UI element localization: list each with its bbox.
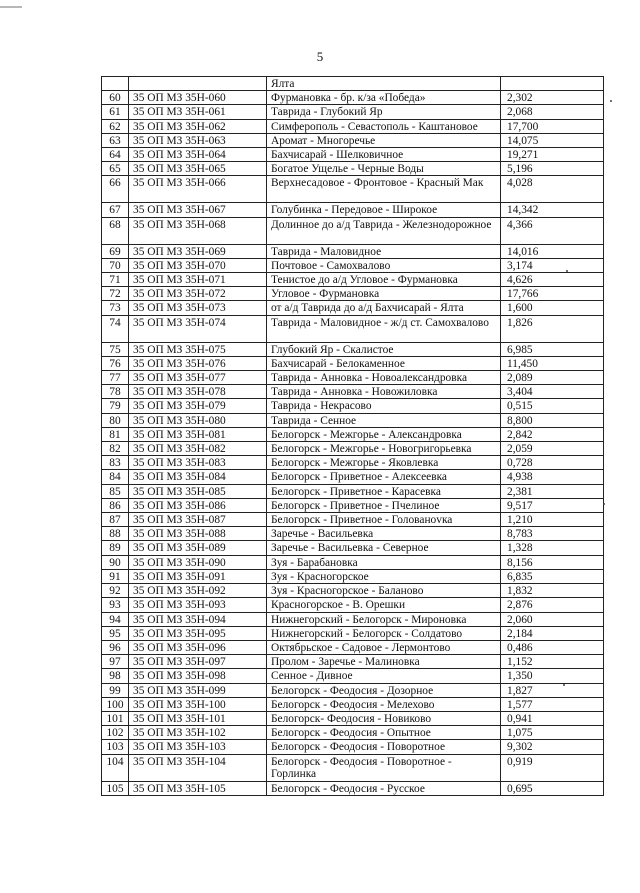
table-row	[102, 413, 604, 427]
road-name: Пролом - Заречье - Малиновка	[267, 655, 501, 669]
row-number: 93	[102, 598, 129, 612]
road-length: 2,876	[501, 598, 604, 612]
road-code: 35 ОП МЗ 35Н-068	[129, 217, 267, 244]
row-number: 80	[102, 413, 129, 427]
row-number: 95	[102, 626, 129, 640]
row-number: 97	[102, 655, 129, 669]
table-row	[102, 655, 604, 669]
row-number: 69	[102, 244, 129, 258]
row-number: 102	[102, 726, 129, 740]
row-number: 103	[102, 740, 129, 754]
table-row	[102, 301, 604, 315]
road-length: 1,826	[501, 315, 604, 342]
road-name: Богатое Ущелье - Черные Воды	[267, 162, 501, 176]
road-name: Белогорск- Феодосия - Новиково	[267, 711, 501, 725]
row-number: 85	[102, 484, 129, 498]
road-length: 0,941	[501, 711, 604, 725]
row-number: 98	[102, 669, 129, 683]
row-number: 83	[102, 456, 129, 470]
page-number: 5	[316, 49, 324, 64]
road-code: 35 ОП МЗ 35Н-063	[129, 133, 267, 147]
table-row	[102, 711, 604, 725]
road-name: Таврида - Анновка - Новожиловка	[267, 385, 501, 399]
road-name: Угловое - Фурмановка	[267, 287, 501, 301]
road-length: 14,075	[501, 133, 604, 147]
table-row	[102, 612, 604, 626]
road-name: от а/д Таврида до а/д Бахчисарай - Ялта	[267, 301, 501, 315]
road-code: 35 ОП МЗ 35Н-095	[129, 626, 267, 640]
scan-edge-mark	[0, 6, 22, 8]
road-length: 3,174	[501, 258, 604, 272]
road-name: Тенистое до а/д Угловое - Фурмановка	[267, 273, 501, 287]
road-code: 35 ОП МЗ 35Н-087	[129, 513, 267, 527]
row-number: 82	[102, 442, 129, 456]
table-row	[102, 697, 604, 711]
table-row	[102, 555, 604, 569]
road-code: 35 ОП МЗ 35Н-070	[129, 258, 267, 272]
road-code: 35 ОП МЗ 35Н-076	[129, 356, 267, 370]
road-length: 11,450	[501, 356, 604, 370]
table-row	[102, 513, 604, 527]
table-row	[102, 498, 604, 512]
road-name: Фурмановка - бр. к/за «Победа»	[267, 91, 501, 105]
road-code: 35 ОП МЗ 35Н-084	[129, 470, 267, 484]
table-row	[102, 77, 604, 91]
road-code: 35 ОП МЗ 35Н-079	[129, 399, 267, 413]
road-name: Белогорск - Приветное - Алексеевка	[267, 470, 501, 484]
road-name: Белогорск - Приветное - Пчелиное	[267, 498, 501, 512]
table-row	[102, 740, 604, 754]
road-length: 4,028	[501, 176, 604, 203]
roads-table	[101, 76, 604, 796]
road-name: Таврида - Глубокий Яр	[267, 105, 501, 119]
table-row	[102, 217, 604, 244]
road-name: Белогорск - Межгорье - Александровка	[267, 427, 501, 441]
table-row	[102, 315, 604, 342]
road-length: 4,938	[501, 470, 604, 484]
road-length: 1,328	[501, 541, 604, 555]
row-number: 66	[102, 176, 129, 203]
table-row	[102, 287, 604, 301]
row-number: 89	[102, 541, 129, 555]
road-length: 2,842	[501, 427, 604, 441]
road-length: 1,350	[501, 669, 604, 683]
road-code: 35 ОП МЗ 35Н-093	[129, 598, 267, 612]
table-row	[102, 356, 604, 370]
row-number: 62	[102, 119, 129, 133]
road-name: Зуя - Барабановка	[267, 555, 501, 569]
row-number: 63	[102, 133, 129, 147]
road-code: 35 ОП МЗ 35Н-089	[129, 541, 267, 555]
road-code: 35 ОП МЗ 35Н-067	[129, 203, 267, 217]
row-number: 78	[102, 385, 129, 399]
scan-speck	[563, 684, 565, 686]
row-number: 65	[102, 162, 129, 176]
road-name: Верхнесадовое - Фронтовое - Красный Мак	[267, 176, 501, 203]
row-number: 72	[102, 287, 129, 301]
roads-table-body	[102, 77, 604, 796]
row-number: 91	[102, 569, 129, 583]
road-name: Таврида - Маловидное - ж/д ст. Самохвалово	[267, 315, 501, 342]
road-code: 35 ОП МЗ 35Н-060	[129, 91, 267, 105]
road-length: 1,832	[501, 584, 604, 598]
road-name: Таврида - Маловидное	[267, 244, 501, 258]
table-row	[102, 258, 604, 272]
road-length: 2,089	[501, 371, 604, 385]
road-code: 35 ОП МЗ 35Н-072	[129, 287, 267, 301]
road-length: 2,059	[501, 442, 604, 456]
road-name: Белогорск - Феодосия - Поворотное - Горлинка	[267, 754, 501, 781]
table-row	[102, 244, 604, 258]
road-length: 17,766	[501, 287, 604, 301]
row-number: 87	[102, 513, 129, 527]
road-code: 35 ОП МЗ 35Н-065	[129, 162, 267, 176]
row-number: 96	[102, 640, 129, 654]
table-row	[102, 626, 604, 640]
road-length: 0,695	[501, 781, 604, 795]
table-row	[102, 781, 604, 795]
row-number: 101	[102, 711, 129, 725]
road-length: 2,184	[501, 626, 604, 640]
table-row	[102, 91, 604, 105]
table-row	[102, 598, 604, 612]
road-name: Симферополь - Севастополь - Каштановое	[267, 119, 501, 133]
road-name: Белогорск - Феодосия - Мелехово	[267, 697, 501, 711]
row-number: 88	[102, 527, 129, 541]
row-number: 92	[102, 584, 129, 598]
road-length: 6,835	[501, 569, 604, 583]
row-number: 71	[102, 273, 129, 287]
road-name: Таврида - Анновка - Новоалександровка	[267, 371, 501, 385]
scan-speck	[610, 100, 612, 102]
row-number: 60	[102, 91, 129, 105]
table-row	[102, 427, 604, 441]
road-length: 8,156	[501, 555, 604, 569]
road-code: 35 ОП МЗ 35Н-098	[129, 669, 267, 683]
row-number: 61	[102, 105, 129, 119]
table-row	[102, 203, 604, 217]
road-code: 35 ОП МЗ 35Н-103	[129, 740, 267, 754]
road-name: Почтовое - Самохвалово	[267, 258, 501, 272]
table-row	[102, 371, 604, 385]
row-number: 105	[102, 781, 129, 795]
road-name: Заречье - Васильевка	[267, 527, 501, 541]
row-number: 73	[102, 301, 129, 315]
road-code: 35 ОП МЗ 35Н-064	[129, 148, 267, 162]
road-length	[501, 77, 604, 91]
road-code: 35 ОП МЗ 35Н-090	[129, 555, 267, 569]
road-length: 5,196	[501, 162, 604, 176]
road-code: 35 ОП МЗ 35Н-096	[129, 640, 267, 654]
road-code: 35 ОП МЗ 35Н-097	[129, 655, 267, 669]
road-code: 35 ОП МЗ 35Н-061	[129, 105, 267, 119]
table-row	[102, 385, 604, 399]
road-code: 35 ОП МЗ 35Н-069	[129, 244, 267, 258]
table-row	[102, 754, 604, 781]
road-code: 35 ОП МЗ 35Н-086	[129, 498, 267, 512]
road-code	[129, 77, 267, 91]
table-row	[102, 119, 604, 133]
road-code: 35 ОП МЗ 35Н-073	[129, 301, 267, 315]
row-number	[102, 77, 129, 91]
table-row	[102, 273, 604, 287]
road-length: 8,783	[501, 527, 604, 541]
road-code: 35 ОП МЗ 35Н-074	[129, 315, 267, 342]
row-number: 79	[102, 399, 129, 413]
road-code: 35 ОП МЗ 35Н-066	[129, 176, 267, 203]
row-number: 100	[102, 697, 129, 711]
road-length: 2,381	[501, 484, 604, 498]
table-row	[102, 527, 604, 541]
road-name: Белогорск - Приветное - Карасевка	[267, 484, 501, 498]
road-name: Белогорск - Приветное - Голованоvка	[267, 513, 501, 527]
road-code: 35 ОП МЗ 35Н-100	[129, 697, 267, 711]
scan-speck	[566, 270, 568, 272]
road-code: 35 ОП МЗ 35Н-088	[129, 527, 267, 541]
table-row	[102, 148, 604, 162]
table-row	[102, 484, 604, 498]
row-number: 75	[102, 342, 129, 356]
road-name: Белогорск - Феодосия - Дозорное	[267, 683, 501, 697]
road-name: Заречье - Васильевка - Северное	[267, 541, 501, 555]
row-number: 68	[102, 217, 129, 244]
road-name: Зуя - Красногорское	[267, 569, 501, 583]
road-code: 35 ОП МЗ 35Н-101	[129, 711, 267, 725]
row-number: 70	[102, 258, 129, 272]
table-row	[102, 726, 604, 740]
road-name: Таврида - Сенное	[267, 413, 501, 427]
row-number: 104	[102, 754, 129, 781]
road-length: 1,152	[501, 655, 604, 669]
road-length: 2,302	[501, 91, 604, 105]
road-code: 35 ОП МЗ 35Н-094	[129, 612, 267, 626]
road-name: Красногорское - В. Орешки	[267, 598, 501, 612]
road-code: 35 ОП МЗ 35Н-062	[129, 119, 267, 133]
road-name: Белогорск - Феодосия - Опытное	[267, 726, 501, 740]
road-code: 35 ОП МЗ 35Н-082	[129, 442, 267, 456]
row-number: 76	[102, 356, 129, 370]
row-number: 86	[102, 498, 129, 512]
road-length: 8,800	[501, 413, 604, 427]
row-number: 84	[102, 470, 129, 484]
road-length: 2,068	[501, 105, 604, 119]
road-length: 0,919	[501, 754, 604, 781]
road-code: 35 ОП МЗ 35Н-091	[129, 569, 267, 583]
road-name: Нижнегорский - Белогорск - Мироновка	[267, 612, 501, 626]
road-code: 35 ОП МЗ 35Н-085	[129, 484, 267, 498]
table-row	[102, 584, 604, 598]
road-code: 35 ОП МЗ 35Н-077	[129, 371, 267, 385]
row-number: 77	[102, 371, 129, 385]
table-row	[102, 133, 604, 147]
table-row	[102, 541, 604, 555]
table-row	[102, 176, 604, 203]
row-number: 64	[102, 148, 129, 162]
table-row	[102, 162, 604, 176]
road-code: 35 ОП МЗ 35Н-075	[129, 342, 267, 356]
road-name: Голубинка - Передовое - Широкое	[267, 203, 501, 217]
road-length: 1,210	[501, 513, 604, 527]
road-length: 1,600	[501, 301, 604, 315]
road-length: 14,016	[501, 244, 604, 258]
road-code: 35 ОП МЗ 35Н-104	[129, 754, 267, 781]
row-number: 94	[102, 612, 129, 626]
road-length: 14,342	[501, 203, 604, 217]
road-name: Ялта	[267, 77, 501, 91]
road-code: 35 ОП МЗ 35Н-099	[129, 683, 267, 697]
road-name: Бахчисарай - Белокаменное	[267, 356, 501, 370]
road-code: 35 ОП МЗ 35Н-080	[129, 413, 267, 427]
road-length: 17,700	[501, 119, 604, 133]
road-name: Белогорск - Межгорье - Яковлевка	[267, 456, 501, 470]
road-name: Таврида - Некрасово	[267, 399, 501, 413]
road-name: Октябрьское - Садовое - Лермонтово	[267, 640, 501, 654]
road-code: 35 ОП МЗ 35Н-092	[129, 584, 267, 598]
table-row	[102, 105, 604, 119]
road-length: 9,302	[501, 740, 604, 754]
road-length: 3,404	[501, 385, 604, 399]
road-name: Нижнегорский - Белогорск - Солдатово	[267, 626, 501, 640]
table-row	[102, 669, 604, 683]
road-name: Бахчисарай - Шелковичное	[267, 148, 501, 162]
table-row	[102, 569, 604, 583]
road-code: 35 ОП МЗ 35Н-083	[129, 456, 267, 470]
road-name: Белогорск - Феодосия - Русское	[267, 781, 501, 795]
road-code: 35 ОП МЗ 35Н-078	[129, 385, 267, 399]
row-number: 90	[102, 555, 129, 569]
road-length: 1,075	[501, 726, 604, 740]
road-name: Белогорск - Межгорье - Новогригорьевка	[267, 442, 501, 456]
road-length: 9,517	[501, 498, 604, 512]
road-length: 0,515	[501, 399, 604, 413]
road-name: Аромат - Многоречье	[267, 133, 501, 147]
table-row	[102, 470, 604, 484]
road-length: 0,486	[501, 640, 604, 654]
road-length: 4,626	[501, 273, 604, 287]
road-code: 35 ОП МЗ 35Н-081	[129, 427, 267, 441]
road-name: Сенное - Дивное	[267, 669, 501, 683]
road-length: 19,271	[501, 148, 604, 162]
road-length: 2,060	[501, 612, 604, 626]
road-length: 6,985	[501, 342, 604, 356]
road-code: 35 ОП МЗ 35Н-071	[129, 273, 267, 287]
scan-speck	[603, 503, 605, 505]
road-length: 0,728	[501, 456, 604, 470]
table-row	[102, 399, 604, 413]
road-name: Белогорск - Феодосия - Поворотное	[267, 740, 501, 754]
row-number: 81	[102, 427, 129, 441]
table-row	[102, 640, 604, 654]
road-code: 35 ОП МЗ 35Н-105	[129, 781, 267, 795]
row-number: 99	[102, 683, 129, 697]
table-row	[102, 342, 604, 356]
road-length: 1,577	[501, 697, 604, 711]
road-length: 1,827	[501, 683, 604, 697]
road-code: 35 ОП МЗ 35Н-102	[129, 726, 267, 740]
table-row	[102, 442, 604, 456]
row-number: 67	[102, 203, 129, 217]
road-length: 4,366	[501, 217, 604, 244]
table-row	[102, 456, 604, 470]
row-number: 74	[102, 315, 129, 342]
road-name: Долинное до а/д Таврида - Железнодорожное	[267, 217, 501, 244]
table-row	[102, 683, 604, 697]
road-name: Глубокий Яр - Скалистое	[267, 342, 501, 356]
road-name: Зуя - Красногорское - Баланово	[267, 584, 501, 598]
